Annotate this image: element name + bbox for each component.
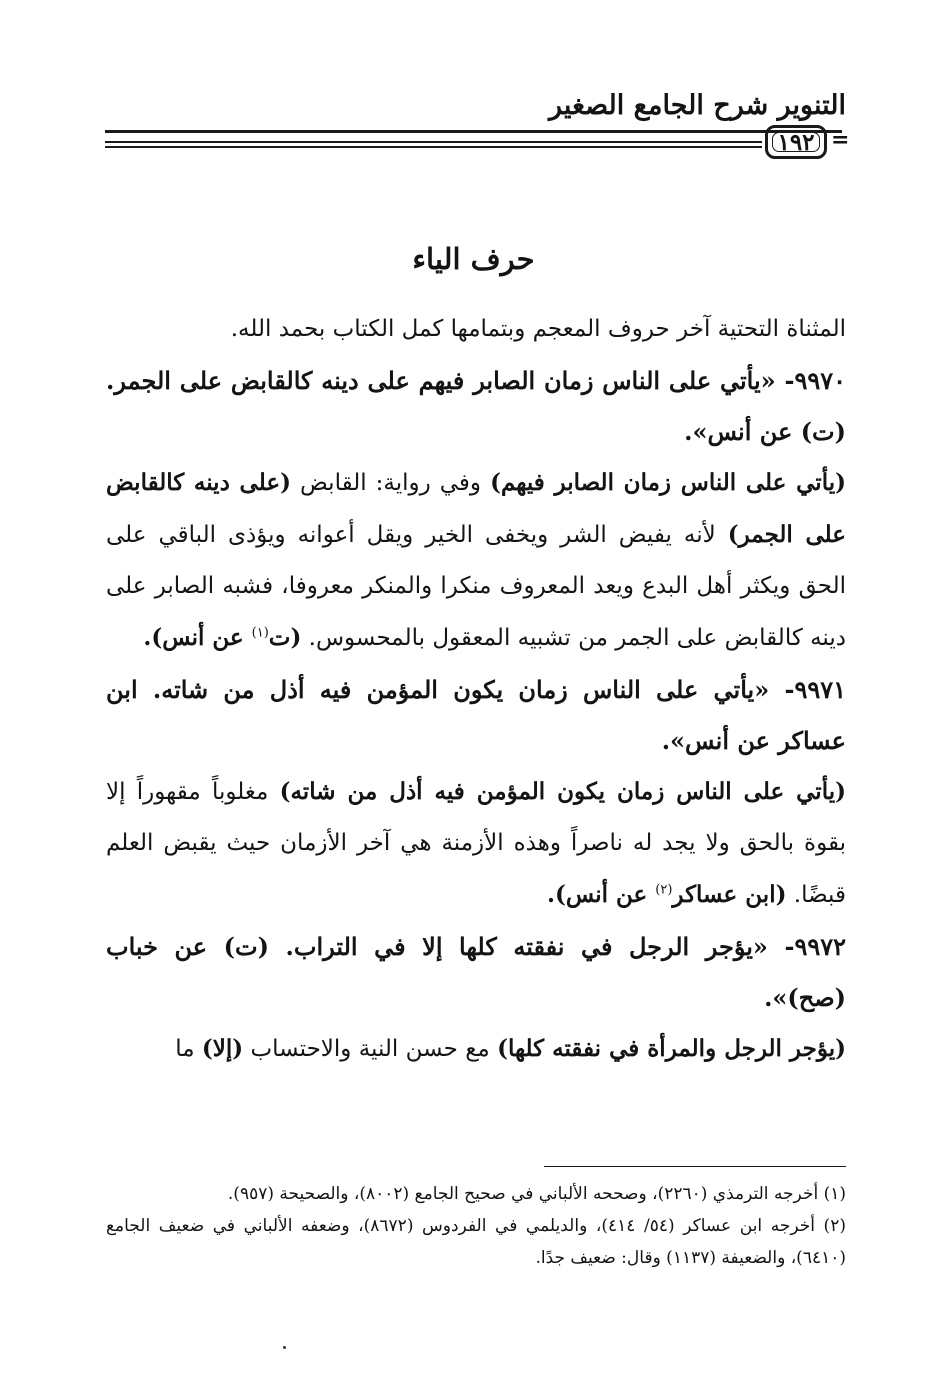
commentary-quote: (إلا) xyxy=(201,1035,244,1062)
hadith-entry xyxy=(106,355,846,457)
commentary-text: مع حسن النية والاحتساب xyxy=(243,1036,498,1062)
source-citation: عن أنس). xyxy=(143,624,252,651)
hadith-text: «يؤجر الرجل في نفقته كلها إلا في التراب. (ت) عن خباب (صح)». xyxy=(106,932,846,1012)
page-number: ١٩٢ xyxy=(765,125,827,159)
source-citation: عن أنس). xyxy=(546,881,656,908)
hadith-entry xyxy=(106,921,846,1023)
hadith-text: «يأتي على الناس زمان يكون المؤمن فيه أذل من شاته. ابن عساكر عن أنس». xyxy=(106,675,846,755)
footnotes xyxy=(106,1178,846,1274)
running-header-title: التنوير شرح الجامع الصغير xyxy=(549,90,846,121)
footnote-item: (٢) أخرجه ابن عساكر (٥٤/ ٤١٤)، والديلمي في الفردوس (٨٦٧٢)، وضعفه الألباني في ضعيف الجامع (٦٤١٠)، والضعيفة (١١٣٧) وقال: ضعيف جدًا. xyxy=(106,1216,846,1268)
hadith-entry xyxy=(106,664,846,766)
commentary-quote: (يأتي على الناس زمان الصابر فيهم) xyxy=(490,469,846,496)
hadith-number: ٩٩٧٢- xyxy=(784,932,846,961)
header-rule xyxy=(105,130,842,133)
footnote-item: (١) أخرجه الترمذي (٢٢٦٠)، وصححه الألباني في صحيح الجامع (٨٠٠٢)، والصحيحة (٩٥٧). xyxy=(227,1184,846,1204)
footnote-ref: (١) xyxy=(251,625,269,641)
footnote-ref: (٢) xyxy=(655,882,673,898)
chapter-title: حرف الياء xyxy=(412,242,535,276)
commentary-text: مغلوباً مقهوراً إلا بقوة بالحق ولا يجد له ناصراً وهذه الأزمنة هي آخر الأزمان حيث يقبض العلم قبضًا. xyxy=(106,779,846,908)
commentary-text: ما xyxy=(175,1036,202,1062)
commentary-text: لأنه يفيض الشر ويخفى الخير ويقل أعوانه ويؤذى الباقي على الحق ويكثر أهل البدع ويعد المعروف منكرا والمنكر معروفا، فشبه الصابر على دينه كالقابض على الجمر من تشبيه المعقول بالمحسوس. xyxy=(106,522,846,651)
commentary-quote: (على دينه كالقابض على الجمر) xyxy=(106,469,846,548)
commentary-paragraph xyxy=(106,766,846,921)
commentary-paragraph xyxy=(106,1023,846,1075)
commentary-quote: (يؤجر الرجل والمرأة في نفقته كلها) xyxy=(497,1035,846,1062)
source-citation: (ابن عساكر xyxy=(672,881,787,908)
hadith-number: ٩٩٧٠- xyxy=(784,366,847,395)
commentary-text: وفي رواية: القابض xyxy=(290,470,491,496)
main-text xyxy=(106,304,846,1075)
page-number-ornament: = xyxy=(831,127,850,153)
header-double-rule xyxy=(105,141,762,148)
commentary-quote: (يأتي على الناس زمان يكون المؤمن فيه أذل من شاته) xyxy=(279,778,846,805)
hadith-number: ٩٩٧١- xyxy=(784,675,846,704)
hadith-text: «يأتي على الناس زمان الصابر فيهم على دينه كالقابض على الجمر. (ت) عن أنس». xyxy=(106,366,846,446)
page-speck xyxy=(283,1346,286,1349)
commentary-paragraph xyxy=(106,457,846,664)
intro-paragraph: المثناة التحتية آخر حروف المعجم وبتمامها كمل الكتاب بحمد الله. xyxy=(230,316,846,342)
footnote-separator xyxy=(544,1166,846,1167)
source-citation: (ت xyxy=(268,624,302,651)
